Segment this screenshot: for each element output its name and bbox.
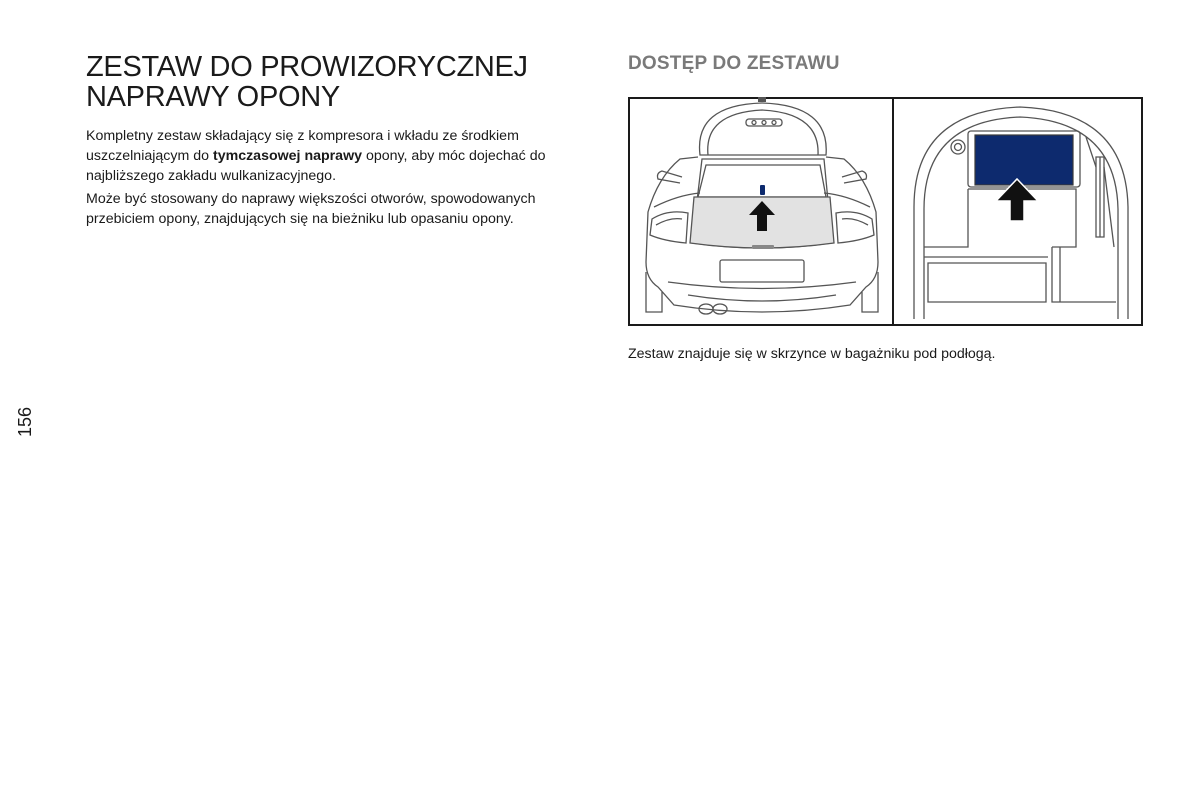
floor-handle [760,185,765,195]
intro-text-end: opony, aby móc dojechać do najbliższego zakładu wulkanizacyjnego. [86,148,546,184]
section-heading: DOSTĘP DO ZESTAWU [628,53,840,74]
intro-paragraph [86,126,606,186]
usage-paragraph: Może być stosowany do naprawy większości otworów, spowodowanych przebiciem opony, znajdujących się na bieżniku lub opasaniu opony. [86,191,536,227]
right-column [628,52,1148,362]
kit-access-illustration [628,97,1144,327]
intro-text-start: Kompletny zestaw składający się z kompresora i wkładu ze środkiem uszczelniającym do [86,128,519,164]
left-column [86,52,606,229]
page-title-line-1: ZESTAW DO PROWIZORYCZNEJ [86,51,528,83]
page-number: 156 [15,406,35,437]
figure-caption: Zestaw znajduje się w skrzynce w bagażniku pod podłogą. [628,346,996,362]
intro-text-bold: tymczasowej naprawy [212,148,362,164]
kit-box [975,135,1073,185]
page-title [86,52,606,112]
page-title-line-2: NAPRAWY OPONY [86,81,340,113]
